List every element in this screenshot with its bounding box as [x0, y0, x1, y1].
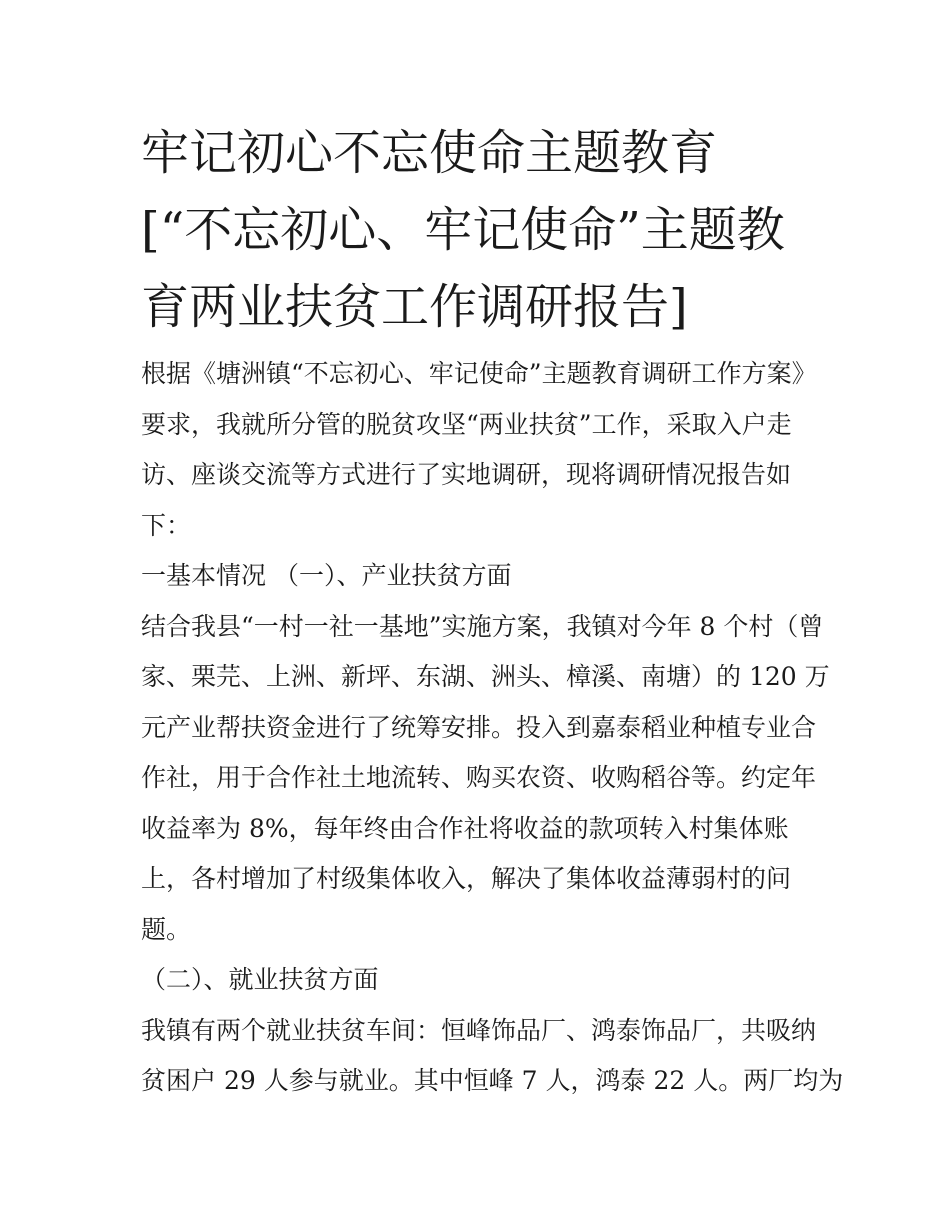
body-line: 题。 — [141, 914, 192, 944]
body-line: 访、座谈交流等方式进行了实地调研，现将调研情况报告如 — [141, 460, 792, 489]
document-page — [141, 115, 844, 1107]
body-line: 上，各村增加了村级集体收入，解决了集体收益薄弱村的问 — [141, 864, 792, 893]
body-line: 作社，用于合作社土地流转、购买农资、收购稻谷等。约定年 — [141, 763, 817, 792]
title-line: 牢记初心不忘使命主题教育 — [141, 125, 718, 181]
title-line: 育两业扶贫工作调研报告] — [141, 279, 688, 335]
body-line: 元产业帮扶资金进行了统筹安排。投入到嘉泰稻业种植专业合 — [141, 712, 817, 742]
body-line: 我镇有两个就业扶贫车间：恒峰饰品厂、鸿泰饰品厂，共吸纳 — [141, 1015, 817, 1045]
body-line: 贫困户 29 人参与就业。其中恒峰 7 人，鸿泰 22 人。两厂均为 — [141, 1066, 844, 1095]
body-line: 收益率为 8%，每年终由合作社将收益的款项转入村集体账 — [141, 813, 789, 843]
body-line: 根据《塘洲镇“不忘初心、牢记使命”主题教育调研工作方案》 — [141, 359, 817, 388]
section-heading: （二）、就业扶贫方面 — [141, 965, 379, 994]
body-line: 结合我县“一村一社一基地”实施方案，我镇对今年 8 个村（曾 — [141, 611, 824, 641]
report-body — [141, 349, 844, 1107]
section-heading: 一基本情况 （一）、产业扶贫方面 — [141, 561, 512, 590]
body-line: 家、栗芫、上洲、新坪、东湖、洲头、樟溪、南塘）的 120 万 — [141, 662, 830, 691]
body-line: 要求，我就所分管的脱贫攻坚“两业扶贫”工作，采取入户走 — [141, 409, 792, 439]
title-line: [“不忘初心、牢记使命”主题教 — [141, 202, 785, 258]
body-line: 下： — [141, 510, 192, 540]
report-title — [141, 115, 821, 346]
